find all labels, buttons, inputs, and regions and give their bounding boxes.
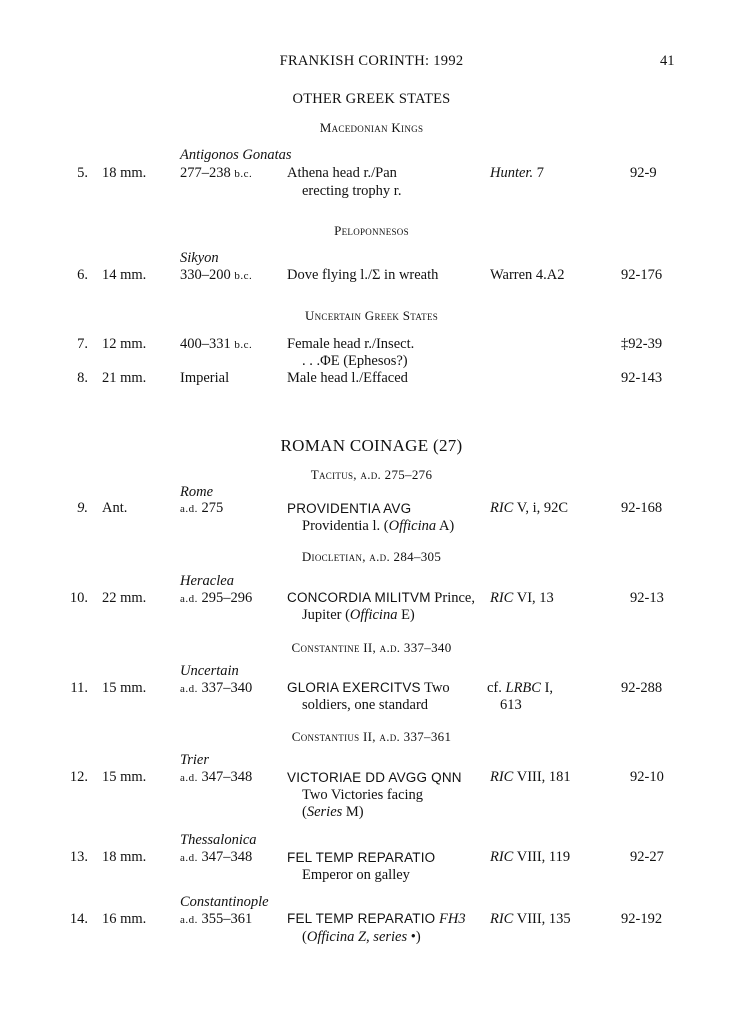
reference-cont: 613 xyxy=(500,697,522,713)
entry-number: 7. xyxy=(77,336,88,352)
coin-size: 12 mm. xyxy=(102,336,147,352)
coin-size: 14 mm. xyxy=(102,267,147,283)
reference: RIC VIII, 135 xyxy=(490,911,571,927)
coin-date: 400–331 b.c. xyxy=(180,336,253,352)
coin-description-cont: erecting trophy r. xyxy=(302,183,402,199)
entry-number: 13. xyxy=(69,849,88,865)
coin-description: Dove flying l./Σ in wreath xyxy=(287,267,439,283)
coin-description-cont: Emperor on galley xyxy=(302,867,410,883)
coin-description: Female head r./Insect. xyxy=(287,336,415,352)
coin-legend: FEL TEMP REPARATIO xyxy=(287,850,436,865)
coin-date: a.d. 355–361 xyxy=(180,911,253,927)
subsection-heading: Macedonian Kings xyxy=(319,120,424,135)
coin-description-cont: . . .ΦE (Ephesos?) xyxy=(302,353,408,369)
coin-size: 18 mm. xyxy=(102,165,147,181)
coin-description-cont: soldiers, one standard xyxy=(302,697,429,713)
coin-legend: FEL TEMP REPARATIO FH3 xyxy=(287,911,466,927)
reference: Hunter. 7 xyxy=(490,165,544,181)
inventory-number: 92-27 xyxy=(630,849,664,865)
subsection-heading: Diocletian, a.d. 284–305 xyxy=(301,549,442,564)
coin-legend: VICTORIAE DD AVGG QNN xyxy=(287,770,462,785)
mint-name: Rome xyxy=(180,484,214,500)
coin-description-cont: (Officina Z, series •) xyxy=(302,929,421,945)
coin-size: 18 mm. xyxy=(102,849,147,865)
inventory-number: 92-143 xyxy=(621,370,663,386)
reference: RIC VI, 13 xyxy=(490,590,554,606)
entry-number: 11. xyxy=(70,680,88,696)
inventory-number: 92-13 xyxy=(630,590,664,606)
inventory-number: 92-9 xyxy=(630,165,657,181)
coin-legend: CONCORDIA MILITVM Prince, xyxy=(287,590,475,606)
coin-legend: PROVIDENTIA AVG xyxy=(287,501,412,516)
entry-number: 10. xyxy=(69,590,88,606)
entry-number: 8. xyxy=(77,370,88,386)
mint-name: Trier xyxy=(180,752,210,768)
mint-name: Antigonos Gonatas xyxy=(180,147,292,163)
subsection-heading: Peloponnesos xyxy=(334,223,409,238)
coin-date: 277–238 b.c. xyxy=(180,165,253,181)
coin-description-cont: Two Victories facing xyxy=(302,787,424,803)
inventory-number: 92-288 xyxy=(621,680,663,696)
inventory-number: ‡92-39 xyxy=(621,336,663,352)
coin-description: Male head l./Effaced xyxy=(287,370,408,386)
mint-name: Uncertain xyxy=(180,663,239,679)
reference: RIC V, i, 92C xyxy=(490,500,569,516)
subsection-heading: Uncertain Greek States xyxy=(304,308,439,323)
coin-date: a.d. 337–340 xyxy=(180,680,253,696)
inventory-number: 92-192 xyxy=(621,911,663,927)
coin-size: 15 mm. xyxy=(102,769,147,785)
mint-name: Sikyon xyxy=(180,250,219,266)
subsection-heading: Tacitus, a.d. 275–276 xyxy=(310,467,433,482)
section-heading: ROMAN COINAGE (27) xyxy=(280,436,463,455)
coin-date: a.d. 347–348 xyxy=(180,769,253,785)
inventory-number: 92-10 xyxy=(630,769,664,785)
coin-size: 15 mm. xyxy=(102,680,147,696)
mint-name: Thessalonica xyxy=(180,832,257,848)
coin-legend: GLORIA EXERCITVS Two xyxy=(287,680,450,696)
section-heading: OTHER GREEK STATES xyxy=(292,91,451,107)
page-number: 41 xyxy=(660,53,675,69)
coin-date: Imperial xyxy=(180,370,230,386)
mint-name: Heraclea xyxy=(180,573,234,589)
running-title: FRANKISH CORINTH: 1992 xyxy=(279,53,464,69)
coin-size: Ant. xyxy=(102,500,128,516)
coin-description-cont: Providentia l. (Officina A) xyxy=(302,518,455,534)
entry-number: 5. xyxy=(77,165,88,181)
coin-date: 330–200 b.c. xyxy=(180,267,253,283)
coin-date: a.d. 347–348 xyxy=(180,849,253,865)
inventory-number: 92-168 xyxy=(621,500,663,516)
reference: RIC VIII, 119 xyxy=(490,849,571,865)
reference: cf. LRBC I, xyxy=(487,680,554,696)
entry-number: 9. xyxy=(77,500,88,516)
entry-number: 14. xyxy=(69,911,88,927)
coin-size: 21 mm. xyxy=(102,370,147,386)
coin-size: 16 mm. xyxy=(102,911,147,927)
coin-description-cont: (Series M) xyxy=(302,804,364,820)
inventory-number: 92-176 xyxy=(621,267,663,283)
subsection-heading: Constantine II, a.d. 337–340 xyxy=(291,640,452,655)
reference: RIC VIII, 181 xyxy=(490,769,571,785)
reference: Warren 4.A2 xyxy=(490,267,565,283)
coin-description-cont: Jupiter (Officina E) xyxy=(302,607,415,623)
entry-number: 6. xyxy=(77,267,88,283)
coin-date: a.d. 295–296 xyxy=(180,590,253,606)
subsection-heading: Constantius II, a.d. 337–361 xyxy=(291,729,452,744)
mint-name: Constantinople xyxy=(180,894,269,910)
coin-size: 22 mm. xyxy=(102,590,147,606)
coin-description: Athena head r./Pan xyxy=(287,165,397,181)
coin-date: a.d. 275 xyxy=(180,500,224,516)
entry-number: 12. xyxy=(69,769,88,785)
